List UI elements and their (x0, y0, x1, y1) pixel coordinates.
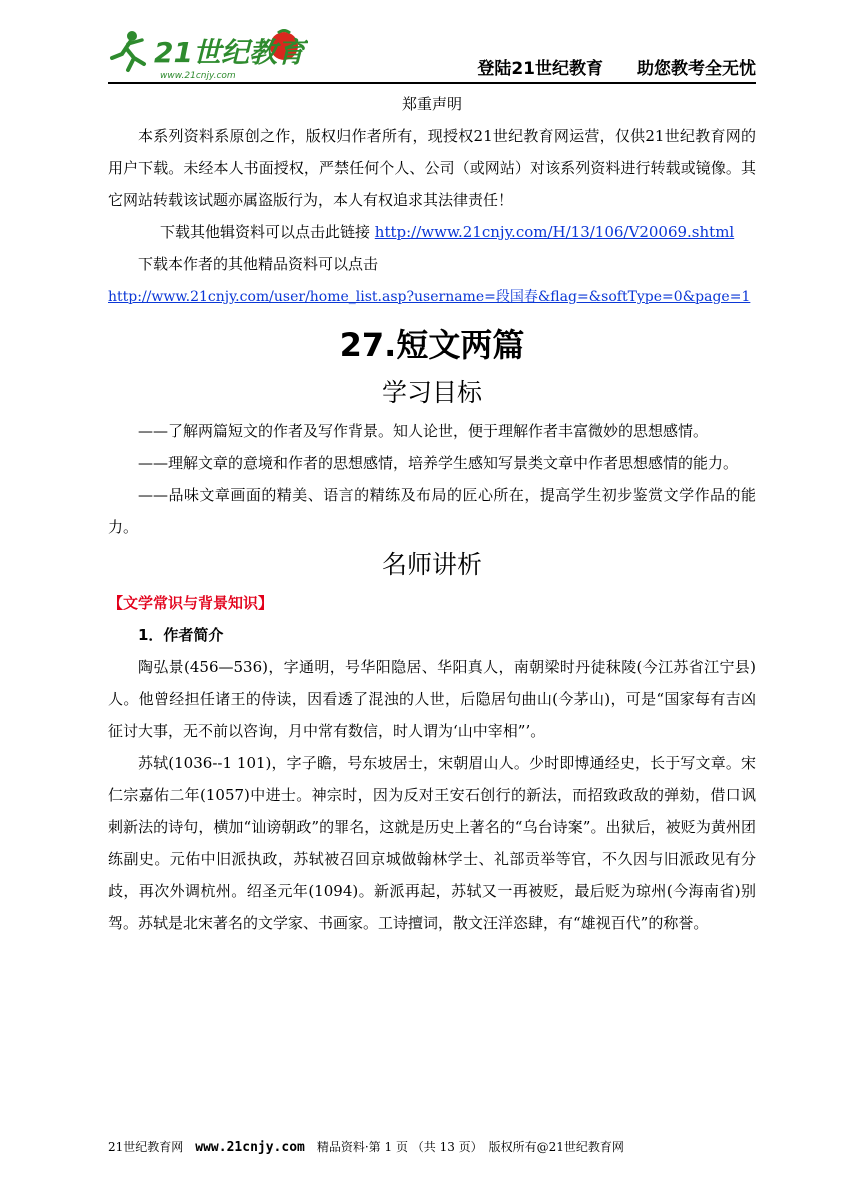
goal-item: ——了解两篇短文的作者及写作背景。知人论世，便于理解作者丰富微妙的思想感情。 (138, 422, 709, 440)
footer-copyright: 版权所有@21世纪教育网 (476, 1140, 624, 1154)
goal-item: ——理解文章的意境和作者的思想感情，培养学生感知写景类文章中作者思想感情的能力。 (138, 454, 739, 472)
notice-heading: 郑重声明 (401, 95, 462, 113)
link1-prefix: 下载其他辑资料可以点击此链接 (160, 223, 375, 241)
subheading-author-intro: 1．作者简介 (138, 626, 224, 644)
page-footer (108, 1138, 756, 1155)
link2-line (108, 280, 756, 313)
paragraph-tao-hongjing: 陶弘景(456—536)，字通明，号华阳隐居、华阳真人，南朝梁时丹徒秣陵(今江苏省江宁县)人。他曾经担任诸王的侍读，因看透了混浊的人世，后隐居句曲山(今茅山)，可是“国家每有吉凶征讨大事，无不前以咨询，月中常有数信，时人谓为‘山中宰相”’。 (108, 658, 756, 740)
lesson-title: 27.短文两篇 (339, 326, 525, 364)
footer-page-info: 精品资料·第 1 页 （共 13 页） (304, 1140, 477, 1154)
link1-line (108, 216, 756, 248)
page-header (108, 24, 756, 84)
section-label: 【文学常识与背景知识】 (108, 594, 274, 612)
21cnjy-logo (108, 24, 308, 82)
analysis-heading: 名师讲析 (381, 550, 482, 579)
download-link-series[interactable]: http://www.21cnjy.com/H/13/106/V20069.shtml (374, 223, 735, 241)
link2-prefix: 下载本作者的其他精品资料可以点击 (138, 255, 379, 273)
paragraph-su-shi: 苏轼(1036--1 101)，字子瞻，号东坡居士，宋朝眉山人。少时即博通经史，长于写文章。宋仁宗嘉佑二年(1057)中进士。神宗时，因为反对王安石创行的新法，而招致政敌的弹劾，借口讽刺新法的诗句，横加“讪谤朝政”的罪名，这就是历史上著名的“乌台诗案”。出狱后，被贬为黄州团练副史。元佑中旧派执政，苏轼被召回京城做翰林学士、礼部贡举等官，不久因与旧派政见有分歧，再次外调杭州。绍圣元年(1094)。新派再起，苏轼又一再被贬，最后贬为琼州(今海南省)别驾。苏轼是北宋著名的文学家、书画家。工诗擅词，散文汪洋恣肆，有“雄视百代”的称誉。 (108, 754, 756, 932)
svg-text:21世纪教育: 21世纪教育 (154, 36, 305, 69)
footer-site: www.21cnjy.com (195, 1140, 305, 1155)
running-figure-icon (112, 31, 144, 70)
header-divider (108, 82, 756, 84)
footer-left: 21世纪教育网 (108, 1140, 196, 1154)
svg-text:www.21cnjy.com: www.21cnjy.com (160, 71, 236, 81)
download-link-author[interactable]: http://www.21cnjy.com/user/home_list.asp?username=段国春&flag=&softType=0&page=1 (108, 289, 751, 305)
goal-item: ——品味文章画面的精美、语言的精练及布局的匠心所在，提高学生初步鉴赏文学作品的能力。 (108, 486, 756, 536)
header-title: 登陆21世纪教育 助您教考全无忧 (477, 59, 756, 79)
notice-body: 本系列资料系原创之作，版权归作者所有，现授权21世纪教育网运营，仅供21世纪教育网的用户下载。未经本人书面授权，严禁任何个人、公司（或网站）对该系列资料进行转载或镜像。其它网站转载该试题亦属盗版行为，本人有权追求其法律责任！ (108, 127, 756, 209)
goals-heading: 学习目标 (381, 378, 482, 407)
document-body (108, 88, 756, 939)
